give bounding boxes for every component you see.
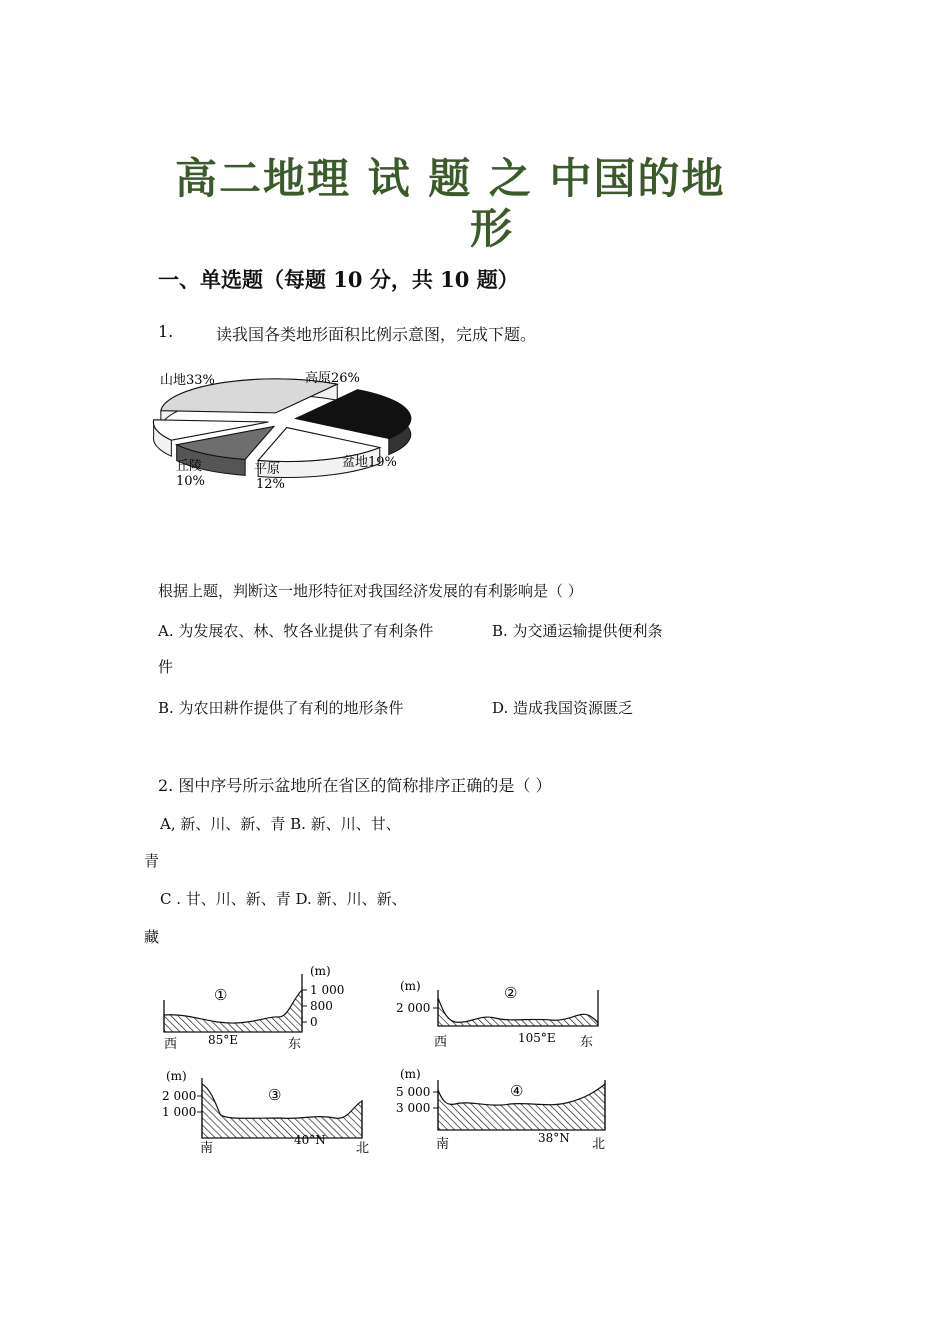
- q2-option-ab: A, 新、川、新、青 B. 新、川、甘、: [160, 815, 401, 833]
- profile-4-tick-5000: 5 000: [396, 1085, 431, 1099]
- label-plain-pct: 12%: [256, 477, 285, 492]
- q2-option-cd-wrap: 藏: [144, 928, 160, 946]
- profile-4-north: 北: [592, 1137, 606, 1152]
- profile-2-west: 西: [434, 1035, 448, 1050]
- profile-3: [162, 1069, 369, 1156]
- profile-2-number: ②: [504, 984, 518, 1002]
- profile-1-east: 东: [288, 1037, 302, 1052]
- profile-4: [396, 1067, 605, 1152]
- label-hill-pct: 10%: [176, 474, 205, 489]
- page-title-line2: 形: [470, 204, 515, 253]
- profile-3-tick-1000: 1 000: [162, 1105, 197, 1119]
- profile-1: [164, 964, 346, 1052]
- label-plain: 平原: [254, 462, 281, 477]
- profile-1-lon: 85°E: [208, 1033, 239, 1047]
- profile-1-west: 西: [164, 1037, 178, 1052]
- profile-3-terrain: [202, 1084, 362, 1138]
- q1-option-b1-wrap: 件: [158, 658, 174, 676]
- profile-2: [396, 979, 598, 1050]
- profile-2-lon: 105°E: [518, 1031, 556, 1045]
- basin-profiles-figure: [150, 960, 620, 1160]
- profile-1-number: ①: [214, 986, 228, 1004]
- q2-option-ab-wrap: 青: [144, 852, 160, 870]
- label-plateau: 高原26%: [305, 371, 360, 386]
- profile-4-unit: (m): [400, 1067, 421, 1081]
- q1-option-d: D. 造成我国资源匮乏: [492, 699, 634, 717]
- profile-4-south: 南: [436, 1137, 450, 1152]
- profile-2-east: 东: [580, 1035, 594, 1050]
- terrain-pie-chart: [142, 362, 422, 497]
- profile-1-tick-0: 0: [310, 1015, 318, 1029]
- profile-4-lat: 38°N: [538, 1131, 570, 1145]
- profile-1-unit: (m): [310, 964, 331, 978]
- profile-3-south: 南: [200, 1141, 214, 1156]
- q1-stem: 读我国各类地形面积比例示意图，完成下题。: [216, 325, 537, 344]
- profile-2-unit: (m): [400, 979, 421, 993]
- profile-1-tick-1000: 1 000: [310, 983, 345, 997]
- profile-3-tick-2000: 2 000: [162, 1089, 197, 1103]
- q1-number: 1.: [158, 322, 174, 341]
- q1-option-a: A. 为发展农、林、牧各业提供了有利条件: [158, 622, 434, 640]
- label-mountain: 山地33%: [160, 373, 215, 388]
- q1-option-b1: B. 为交通运输提供便利条: [492, 622, 663, 640]
- page-title-line1: 高二地理 试 题 之 中国的地: [175, 154, 726, 203]
- profile-2-terrain: [438, 998, 598, 1026]
- label-hill: 丘陵: [176, 459, 203, 474]
- q1-question: 根据上题，判断这一地形特征对我国经济发展的有利影响是（ ）: [158, 582, 583, 600]
- section-heading: 一、单选题（每题 10 分，共 10 题）: [158, 267, 519, 292]
- q2-stem: 2. 图中序号所示盆地所在省区的简称排序正确的是（ ）: [158, 776, 552, 795]
- profile-3-number: ③: [268, 1086, 282, 1104]
- q2-option-cd: C . 甘、川、新、青 D. 新、川、新、: [160, 890, 407, 908]
- profile-4-number: ④: [510, 1082, 524, 1100]
- profile-1-tick-800: 800: [310, 999, 333, 1013]
- label-basin: 盆地19%: [342, 455, 397, 470]
- profile-3-unit: (m): [166, 1069, 187, 1083]
- profile-2-tick-2000: 2 000: [396, 1001, 431, 1015]
- profile-3-north: 北: [356, 1141, 370, 1156]
- q1-option-b2: B. 为农田耕作提供了有利的地形条件: [158, 699, 404, 717]
- profile-3-lat: 40°N: [294, 1133, 326, 1147]
- profile-4-tick-3000: 3 000: [396, 1101, 431, 1115]
